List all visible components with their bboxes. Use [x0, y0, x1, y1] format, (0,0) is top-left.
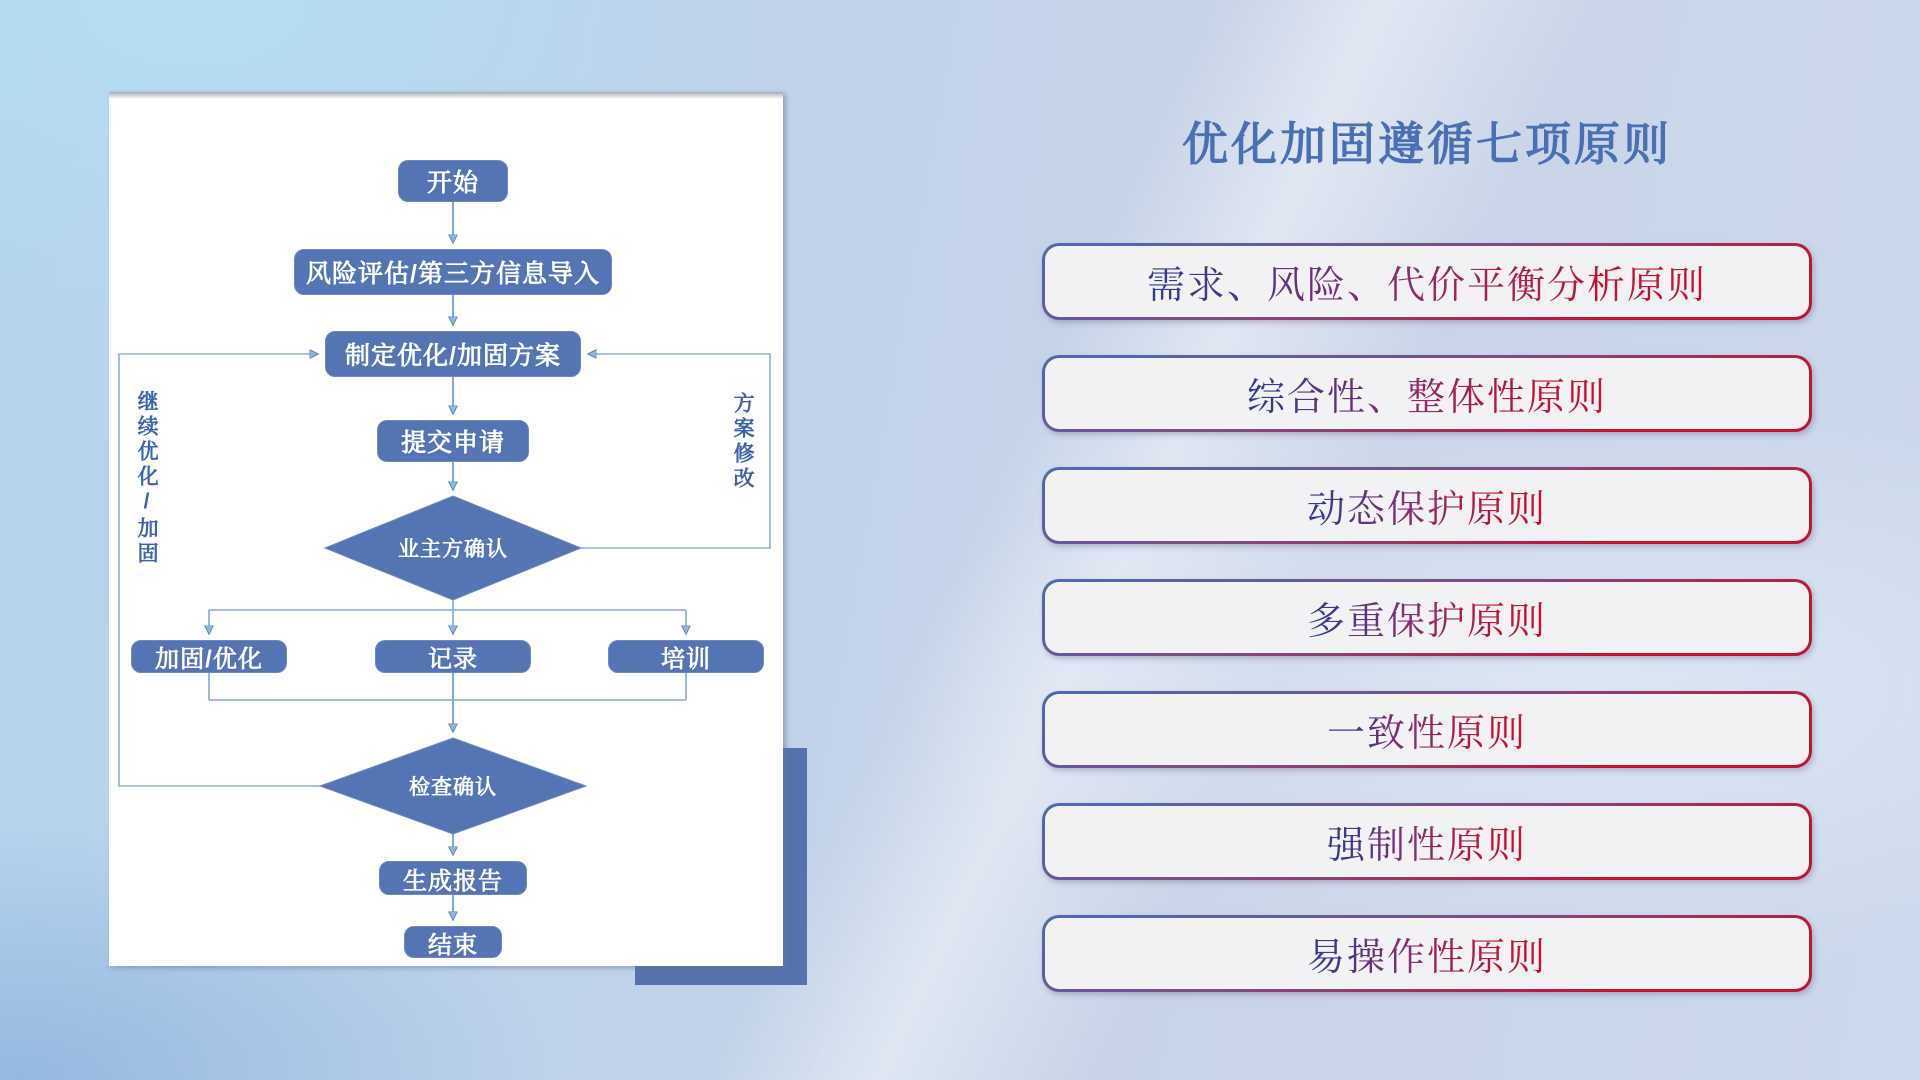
principles-list: [1042, 243, 1812, 992]
flow-node-report: 生成报告: [379, 861, 527, 895]
principle-label: 易操作性原则: [1307, 926, 1547, 981]
principle-label: 多重保护原则: [1307, 590, 1547, 645]
flowchart-card: [109, 92, 783, 966]
principle-card: [1042, 355, 1812, 432]
flow-node-record: 记录: [375, 640, 531, 673]
flow-node-make-plan: 制定优化/加固方案: [325, 331, 581, 377]
flow-node-check-confirm-label: 检查确认: [409, 776, 497, 799]
left-loop-label: 继续优化/加固: [135, 390, 159, 567]
principle-card: [1042, 803, 1812, 880]
right-loop-label: 方案修改: [731, 392, 755, 492]
principle-label: 一致性原则: [1327, 702, 1527, 757]
flow-node-submit: 提交申请: [377, 420, 529, 462]
principle-label: 综合性、整体性原则: [1247, 366, 1607, 421]
principle-card: [1042, 467, 1812, 544]
principle-card: [1042, 691, 1812, 768]
flow-node-risk-assess: 风险评估/第三方信息导入: [294, 249, 612, 295]
principle-label: 强制性原则: [1327, 814, 1527, 869]
flow-node-training: 培训: [608, 640, 764, 673]
page-title: 优化加固遵循七项原则: [1182, 118, 1672, 170]
flow-node-end: 结束: [404, 926, 502, 958]
principle-card: [1042, 915, 1812, 992]
principle-label: 动态保护原则: [1307, 478, 1547, 533]
flow-node-reinforce: 加固/优化: [131, 640, 287, 673]
principle-card: [1042, 243, 1812, 320]
flow-node-owner-confirm-label: 业主方确认: [398, 538, 508, 561]
flow-node-start: 开始: [398, 160, 508, 202]
principle-label: 需求、风险、代价平衡分析原则: [1147, 254, 1707, 309]
principle-card: [1042, 579, 1812, 656]
